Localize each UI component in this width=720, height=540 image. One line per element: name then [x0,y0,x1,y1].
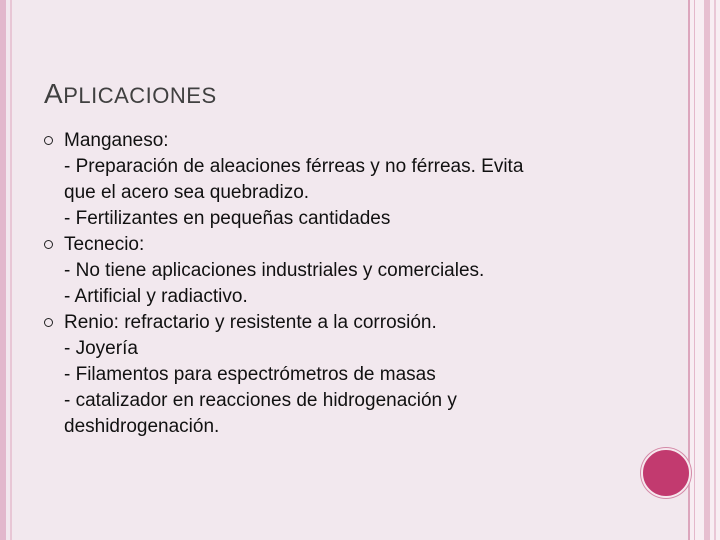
item-line: Renio: refractario y resistente a la corrosión. [64,312,437,333]
list-item [44,128,644,232]
slide-title [44,78,217,110]
right-border-bar [704,0,710,540]
item-line: - Joyería [64,338,138,359]
item-line: deshidrogenación. [64,416,220,437]
title-initial: A [44,78,64,109]
title-rest: PLICACIONES [63,83,217,108]
right-border-line [694,0,695,540]
item-line: - No tiene aplicaciones industriales y comerciales. [64,260,485,281]
list-item [44,232,644,310]
item-line: - catalizador en reacciones de hidrogenación y [64,390,457,411]
circle-bullet-icon [44,318,53,327]
item-line: Tecnecio: [64,234,145,255]
list-item [44,310,644,440]
item-line: - Preparación de aleaciones férreas y no férreas. Evita [64,156,524,177]
left-border-line [10,0,12,540]
bullet-list [44,128,644,440]
left-border-bar [0,0,6,540]
decorative-circle [641,448,691,498]
right-border-line [688,0,690,540]
item-line: - Filamentos para espectrómetros de masas [64,364,436,385]
item-line: - Artificial y radiactivo. [64,286,248,307]
item-line: que el acero sea quebradizo. [64,182,310,203]
circle-bullet-icon [44,136,53,145]
item-line: Manganeso: [64,130,169,151]
right-border-line [714,0,716,540]
circle-bullet-icon [44,240,53,249]
item-line: - Fertilizantes en pequeñas cantidades [64,208,391,229]
